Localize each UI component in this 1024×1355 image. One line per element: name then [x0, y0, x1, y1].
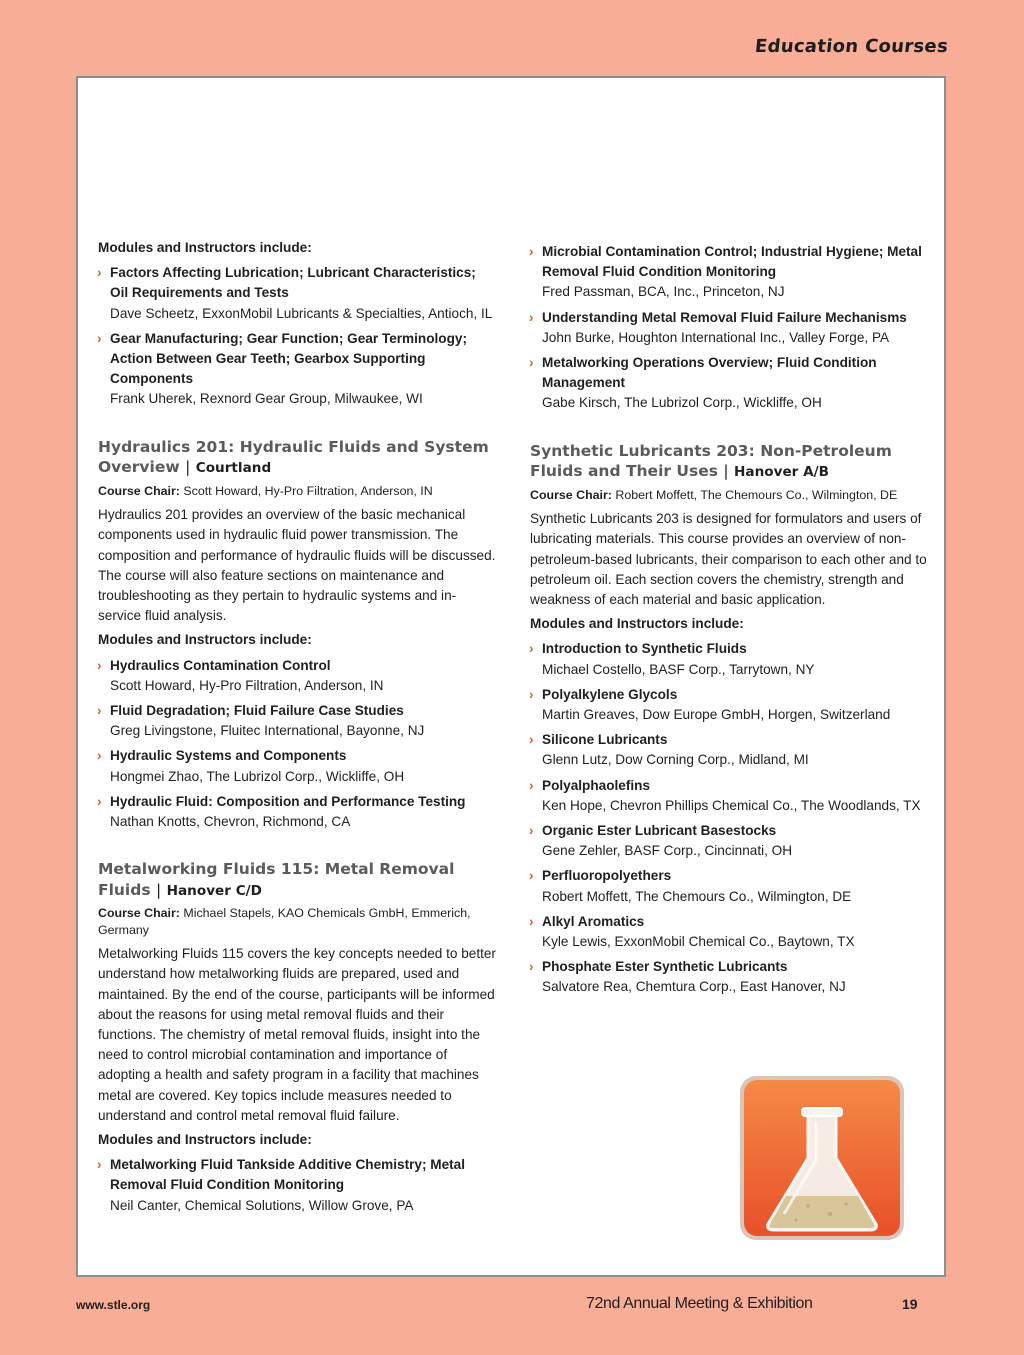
chevron-right-icon: ›: [529, 959, 534, 975]
chevron-right-icon: ›: [97, 330, 102, 346]
chevron-right-icon: ›: [529, 868, 534, 884]
chevron-right-icon: ›: [529, 641, 534, 657]
chevron-right-icon: ›: [97, 657, 102, 673]
list-item: › Alkyl Aromatics Kyle Lewis, ExxonMobil Chemical Co., Baytown, TX: [529, 913, 855, 949]
course-description: Metalworking Fluids 115 covers the key concepts needed to better understand how metalworking fluids are prepared, used and maintained. By the end of the course, participants will be informed about the reasons for using metal removal fluids and their functions. The chemistry of metal removal fluids, insight into the need to control microbial contamination and importance of adopting a health and safety program in a facility that machines metal are covered. Key topics include measures needed to understand and control metal removal fluid failure.: [98, 946, 496, 1123]
list-item: › Introduction to Synthetic Fluids Michael Costello, BASF Corp., Tarrytown, NY: [529, 641, 815, 677]
chevron-right-icon: ›: [529, 732, 534, 748]
left-column: [98, 238, 496, 1221]
chevron-right-icon: ›: [97, 265, 102, 281]
list-item: › Factors Affecting Lubrication; Lubricant Characteristics; Oil Requirements and Tests Dave Scheetz, ExxonMobil Lubricants & Specialties, Antioch, IL: [97, 265, 493, 321]
course-title-metalworking: Metalworking Fluids 115: Metal Removal Fluids | Hanover C/D: [98, 860, 455, 899]
chevron-right-icon: ›: [529, 686, 534, 702]
chevron-right-icon: ›: [529, 309, 534, 325]
list-item: › Metalworking Fluid Tankside Additive Chemistry; Metal Removal Fluid Condition Monitoring Neil Canter, Chemical Solutions, Willow Grove, PA: [97, 1157, 466, 1213]
chevron-right-icon: ›: [97, 748, 102, 764]
course-title-hydraulics: Hydraulics 201: Hydraulic Fluids and System Overview | Courtland: [98, 437, 489, 477]
list-item: › Microbial Contamination Control; Industrial Hygiene; Metal Removal Fluid Condition Monitoring Fred Passman, BCA, Inc., Princeton, NJ: [529, 244, 922, 300]
chevron-right-icon: ›: [529, 355, 534, 371]
modules-heading: Modules and Instructors include:: [98, 632, 312, 648]
chevron-right-icon: ›: [97, 1157, 102, 1173]
chevron-right-icon: ›: [97, 702, 102, 718]
course-description: Hydraulics 201 provides an overview of the basic mechanical components used in hydraulic fluid power transmission. The composition and performance of hydraulic fluids will be discussed. The course will also feature sections on maintenance and troubleshooting as they pertain to hydraulic systems and in-service fluid analysis.: [98, 507, 496, 624]
list-item: › Fluid Degradation; Fluid Failure Case Studies Greg Livingstone, Fluitec International, Bayonne, NJ: [97, 702, 425, 739]
course-chair: Course Chair: Michael Stapels, KAO Chemicals GmbH, Emmerich, Germany: [98, 906, 471, 937]
course-title-synthetic: Synthetic Lubricants 203: Non-Petroleum Fluids and Their Uses | Hanover A/B: [530, 441, 892, 481]
footer-event-title: 72nd Annual Meeting & Exhibition: [586, 1295, 813, 1312]
section-tag: Education Courses: [753, 36, 950, 57]
modules-heading: Modules and Instructors include:: [530, 616, 744, 632]
list-item: › Hydraulic Systems and Components Hongmei Zhao, The Lubrizol Corp., Wickliffe, OH: [97, 748, 405, 784]
list-item: › Organic Ester Lubricant Basestocks Gene Zehler, BASF Corp., Cincinnati, OH: [529, 822, 793, 859]
chevron-right-icon: ›: [529, 822, 534, 838]
list-item: › Gear Manufacturing; Gear Function; Gear Terminology; Action Between Gear Teeth; Gearbox Supporting Components Frank Uherek, Rexnord Gear Group, Milwaukee, WI: [97, 330, 468, 407]
content-panel: [76, 76, 946, 1277]
list-item: › Phosphate Ester Synthetic Lubricants Salvatore Rea, Chemtura Corp., East Hanover, NJ: [529, 959, 846, 995]
list-item: › Silicone Lubricants Glenn Lutz, Dow Corning Corp., Midland, MI: [529, 732, 809, 768]
flask-icon: [738, 1074, 906, 1242]
list-item: › Polyalphaolefins Ken Hope, Chevron Phillips Chemical Co., The Woodlands, TX: [529, 777, 921, 813]
modules-heading: Modules and Instructors include:: [98, 1132, 312, 1147]
modules-heading: Modules and Instructors include:: [98, 240, 312, 255]
list-item: › Hydraulic Fluid: Composition and Performance Testing Nathan Knotts, Chevron, Richmond, CA: [97, 793, 466, 829]
course-description: Synthetic Lubricants 203 is designed for formulators and users of lubricating materials. This course provides an overview of non-petroleum-based lubricants, their comparison to each other and to petroleum oil. Each section covers the chemistry, strength and weakness of each material and basic application.: [530, 511, 927, 607]
right-column: [530, 242, 930, 1003]
course-chair: Course Chair: Robert Moffett, The Chemours Co., Wilmington, DE: [530, 487, 898, 502]
footer-url[interactable]: www.stle.org: [76, 1298, 151, 1312]
chevron-right-icon: ›: [529, 913, 534, 929]
page-number: 19: [902, 1296, 918, 1312]
list-item: › Polyalkylene Glycols Martin Greaves, Dow Europe GmbH, Horgen, Switzerland: [529, 686, 891, 722]
list-item: › Metalworking Operations Overview; Fluid Condition Management Gabe Kirsch, The Lubrizol Corp., Wickliffe, OH: [529, 355, 877, 411]
chevron-right-icon: ›: [529, 777, 534, 793]
list-item: › Hydraulics Contamination Control Scott Howard, Hy-Pro Filtration, Anderson, IN: [97, 657, 384, 693]
chevron-right-icon: ›: [529, 244, 534, 259]
course-chair: Course Chair: Scott Howard, Hy-Pro Filtration, Anderson, IN: [98, 483, 433, 498]
chevron-right-icon: ›: [97, 793, 102, 809]
list-item: › Perfluoropolyethers Robert Moffett, The Chemours Co., Wilmington, DE: [529, 868, 852, 904]
list-item: › Understanding Metal Removal Fluid Failure Mechanisms John Burke, Houghton International Inc., Valley Forge, PA: [529, 309, 907, 345]
